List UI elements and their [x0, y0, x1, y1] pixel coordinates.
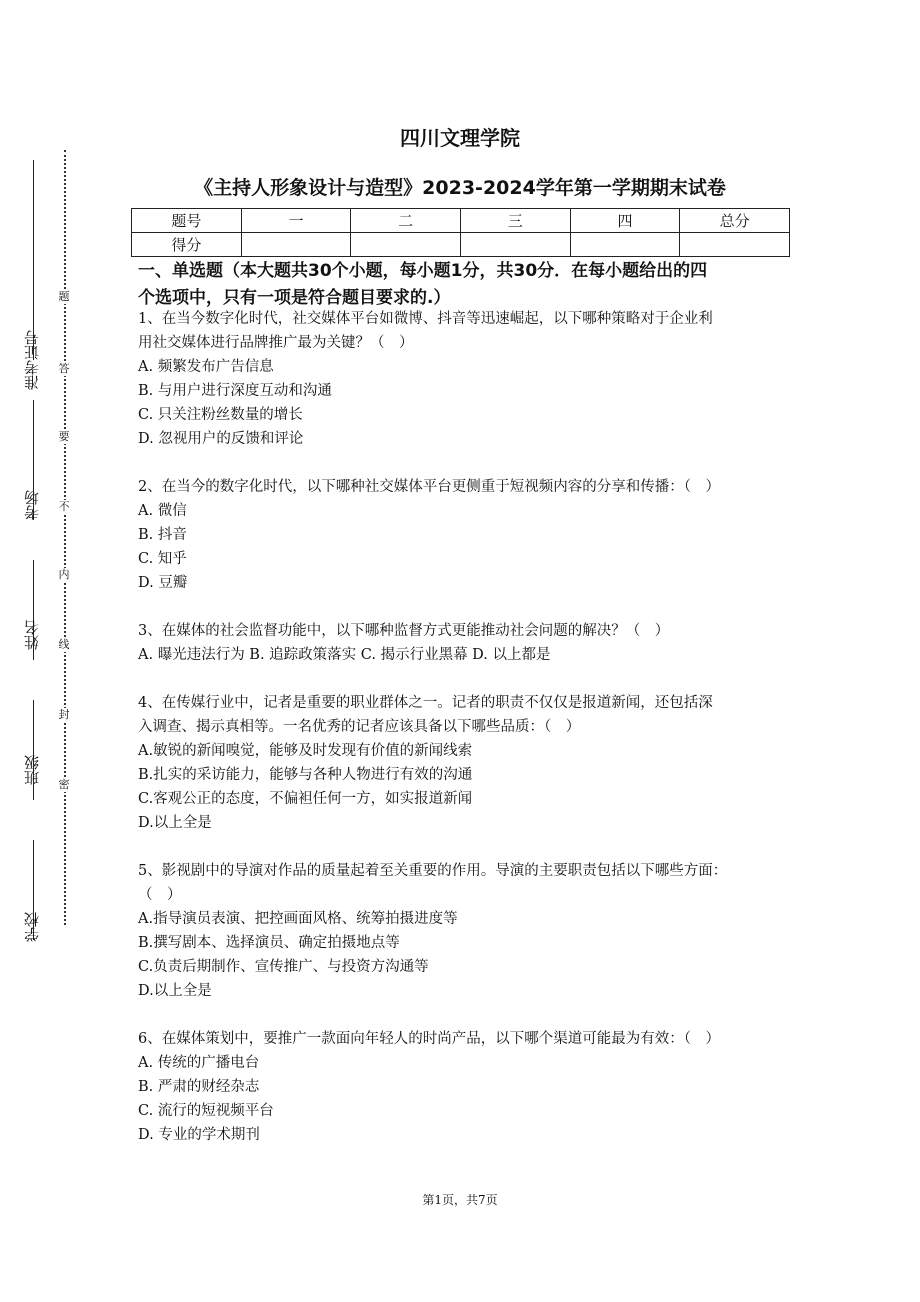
seal-char: 封 — [58, 708, 70, 721]
question-stem-line: （ ） — [138, 887, 182, 903]
question-option: D. 豆瓣 — [138, 575, 188, 591]
score-table-cell — [570, 233, 680, 257]
question-option: A.敏锐的新闻嗅觉，能够及时发现有价值的新闻线索 — [138, 743, 473, 759]
seal-char: 答 — [58, 362, 70, 375]
section-heading-line: 个选项中，只有一项是符合题目要求的.） — [138, 288, 451, 308]
spacer — [138, 835, 788, 859]
score-table-cell — [460, 233, 570, 257]
score-table — [131, 208, 790, 257]
seal-char: 不 — [58, 500, 70, 513]
score-table-cell — [680, 233, 790, 257]
score-table-cell: 二 — [351, 209, 461, 233]
question-option: C.客观公正的态度，不偏袒任何一方，如实报道新闻 — [138, 791, 473, 807]
score-table-cell: 一 — [241, 209, 351, 233]
question-stem-line: 用社交媒体进行品牌推广最为关键？（ ） — [138, 335, 414, 351]
question-option: D.以上全是 — [138, 815, 212, 831]
school-name: 四川文理学院 — [400, 126, 520, 150]
seal-char: 内 — [58, 568, 70, 581]
question-stem-line: 6、在媒体策划中，要推广一款面向年轻人的时尚产品，以下哪个渠道可能最为有效：（ ） — [138, 1031, 720, 1047]
question-stem-line: 4、在传媒行业中，记者是重要的职业群体之一。记者的职责不仅仅是报道新闻，还包括深 — [138, 695, 713, 711]
question-stem-line: 5、影视剧中的导演对作品的质量起着至关重要的作用。导演的主要职责包括以下哪些方面： — [138, 863, 728, 879]
question-option: C. 知乎 — [138, 551, 187, 567]
score-table-cell: 得分 — [132, 233, 242, 257]
class-label: 班级 — [23, 755, 41, 785]
section-heading-line: 一、单选题（本大题共30个小题，每小题1分，共30分．在每小题给出的四 — [138, 261, 708, 281]
question-3 — [138, 619, 788, 667]
question-list — [138, 307, 788, 1147]
question-option: B. 抖音 — [138, 527, 187, 543]
score-table-header-row — [132, 209, 790, 233]
seal-char: 要 — [58, 430, 70, 443]
spacer — [138, 451, 788, 475]
question-stem-line: 3、在媒体的社会监督功能中，以下哪种监督方式更能推动社会问题的解决？（ ） — [138, 623, 670, 639]
school-label: 学校 — [23, 912, 41, 942]
exam-number-label: 准考证号 — [23, 330, 41, 390]
section-heading — [138, 258, 788, 312]
question-option: B. 严肃的财经杂志 — [138, 1079, 260, 1095]
class-fill-line — [33, 700, 34, 800]
question-option: B. 与用户进行深度互动和沟通 — [138, 383, 332, 399]
question-stem-line: 1、在当今数字化时代，社交媒体平台如微博、抖音等迅速崛起，以下哪种策略对于企业利 — [138, 311, 713, 327]
question-option: A. 曝光违法行为 B. 追踪政策落实 C. 揭示行业黑幕 D. 以上都是 — [138, 647, 551, 663]
seal-char: 线 — [58, 638, 70, 651]
question-1 — [138, 307, 788, 451]
score-table-cell: 四 — [570, 209, 680, 233]
question-option: B.扎实的采访能力，能够与各种人物进行有效的沟通 — [138, 767, 473, 783]
question-option: D. 专业的学术期刊 — [138, 1127, 260, 1143]
score-table-cell — [351, 233, 461, 257]
spacer — [138, 1003, 788, 1027]
question-option: A. 微信 — [138, 503, 187, 519]
question-option: D. 忽视用户的反馈和评论 — [138, 431, 304, 447]
question-5 — [138, 859, 788, 1003]
question-option: C.负责后期制作、宣传推广、与投资方沟通等 — [138, 959, 429, 975]
question-option: B.撰写剧本、选择演员、确定拍摄地点等 — [138, 935, 400, 951]
page-number: 第1页，共7页 — [422, 1193, 498, 1207]
spacer — [138, 595, 788, 619]
question-6 — [138, 1027, 788, 1147]
question-option: C. 流行的短视频平台 — [138, 1103, 274, 1119]
question-option: A. 传统的广播电台 — [138, 1055, 260, 1071]
score-table-score-row — [132, 233, 790, 257]
question-stem-line: 入调查、揭示真相等。一名优秀的记者应该具备以下哪些品质：（ ） — [138, 719, 581, 735]
seal-dotted-line — [64, 150, 66, 925]
exam-room-label: 考场 — [23, 490, 41, 520]
spacer — [138, 667, 788, 691]
question-2 — [138, 475, 788, 595]
question-stem-line: 2、在当今的数字化时代，以下哪种社交媒体平台更侧重于短视频内容的分享和传播：（ ） — [138, 479, 720, 495]
score-table-cell: 总分 — [680, 209, 790, 233]
question-option: C. 只关注粉丝数量的增长 — [138, 407, 303, 423]
score-table-cell: 题号 — [132, 209, 242, 233]
seal-char: 密 — [58, 778, 70, 791]
question-option: A.指导演员表演、把控画面风格、统筹拍摄进度等 — [138, 911, 458, 927]
seal-char: 题 — [58, 290, 70, 303]
name-label: 姓名 — [23, 620, 41, 650]
exam-title: 《主持人形象设计与造型》2023-2024学年第一学期期末试卷 — [194, 177, 726, 199]
score-table-cell — [241, 233, 351, 257]
question-4 — [138, 691, 788, 835]
question-option: A. 频繁发布广告信息 — [138, 359, 274, 375]
score-table-cell: 三 — [460, 209, 570, 233]
question-option: D.以上全是 — [138, 983, 212, 999]
